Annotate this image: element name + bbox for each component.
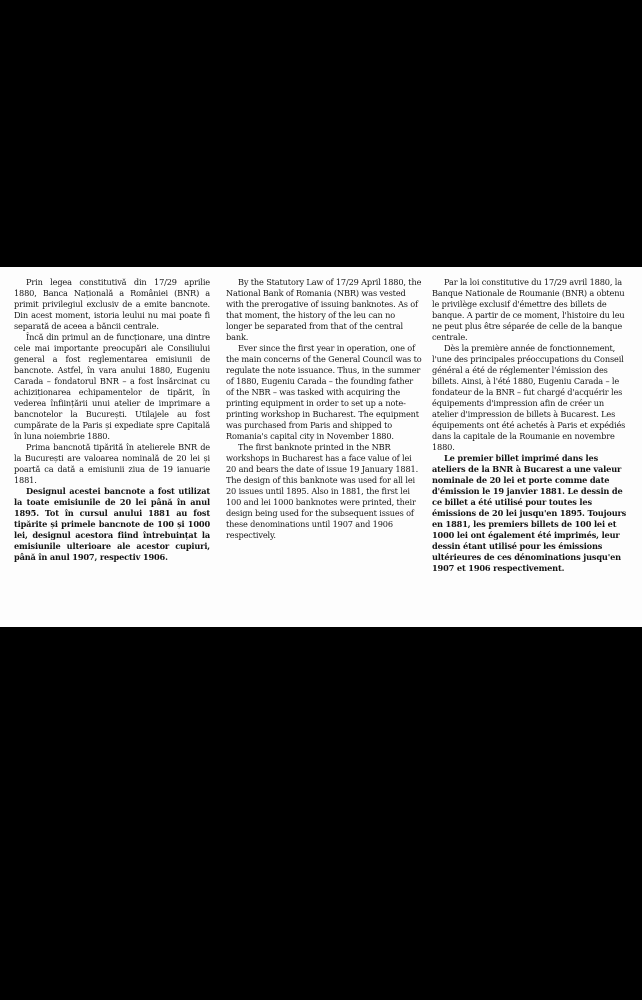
paragraph: Ever since the first year in operation, one of the main concerns of the General Council was to regulate the note issuance. Thus, in the summer of 1880, Eugeniu Carada – the founding father of the NBR – was tasked with acquiring the printing equipment in order to set up a note-printing workshop in Bucharest. The equipment was purchased from Paris and shipped to Romania's capital city in November 1880. [226, 343, 422, 441]
english-column [226, 277, 422, 541]
romanian-column [14, 277, 210, 563]
paragraph: Prin legea constitutivă din 17/29 aprilie 1880, Banca Națională a României (BNR) a primit privilegiul exclusiv de a emite bancnote. Din acest moment, istoria leului nu mai poate fi separată de aceea a băncii centrale. [14, 277, 210, 331]
paragraph: By the Statutory Law of 17/29 April 1880, the National Bank of Romania (NBR) was vested with the prerogative of issuing banknotes. As of that moment, the history of the leu can no longer be separated from that of the central bank. [226, 277, 422, 342]
paragraph: Dès la première année de fonctionnement, l'une des principales préoccupations du Conseil général a été de réglementer l'émission des billets. Ainsi, à l'été 1880, Eugeniu Carada – le fondateur de la BNR – fut chargé d'acquérir les équipements d'impression afin de créer un atelier d'impression de billets à Bucarest. Les équipements ont été achetés à Paris et expédiés dans la capitale de la Roumanie en novembre 1880. [432, 343, 626, 452]
paragraph: Prima bancnotă tipărită în atelierele BNR de la București are valoarea nominală de 20 lei și poartă ca dată a emisiunii ziua de 19 ianuarie 1881. [14, 442, 210, 485]
french-column [432, 277, 630, 574]
paragraph: Le premier billet imprimé dans les ateliers de la BNR à Bucarest a une valeur nominale de 20 lei et porte comme date d'émission le 19 janvier 1881. Le dessin de ce billet a été utilisé pour toutes les émissions de 20 lei jusqu'en 1895. Toujours en 1881, les premiers billets de 100 lei et 1000 lei ont également été imprimés, leur dessin étant utilisé pour les émissions ultérieures de ces dénominations jusqu'en 1907 et 1906 respectivement. [432, 453, 627, 573]
document-page [0, 267, 642, 627]
paragraph: Designul acestei bancnote a fost utilizat la toate emisiunile de 20 lei până în anul 1895. Tot în cursul anului 1881 au fost tipărite și primele bancnote de 100 și 1000 lei, designul acestora fiind întrebuințat la emisiunile ulterioare ale acestor cupiuri, până în anul 1907, respectiv 1906. [14, 486, 210, 562]
paragraph: Par la loi constitutive du 17/29 avril 1880, la Banque Nationale de Roumanie (BNR) a obtenu le privilège exclusif d'émettre des billets de banque. A partir de ce moment, l'histoire du leu ne peut plus être séparée de celle de la banque centrale. [432, 277, 625, 342]
paragraph: Încă din primul an de funcționare, una dintre cele mai importante preocupări ale Consiliului general a fost reglementarea emisiunii de bancnote. Astfel, în vara anului 1880, Eugeniu Carada – fondatorul BNR – a fost însărcinat cu achiziționarea echipamentelor de tipărit, în vederea înființării unui atelier de imprimare a bancnotelor la București. Utilajele au fost cumpărate de la Paris și expediate spre Capitală în luna noiembrie 1880. [14, 332, 210, 441]
paragraph: The first banknote printed in the NBR workshops in Bucharest has a face value of lei 20 and bears the date of issue 19 January 1881. The design of this banknote was used for all lei 20 issues until 1895. Also in 1881, the first lei 100 and lei 1000 banknotes were printed, their design being used for the subsequent issues of these denominations until 1907 and 1906 respectively. [226, 442, 419, 540]
